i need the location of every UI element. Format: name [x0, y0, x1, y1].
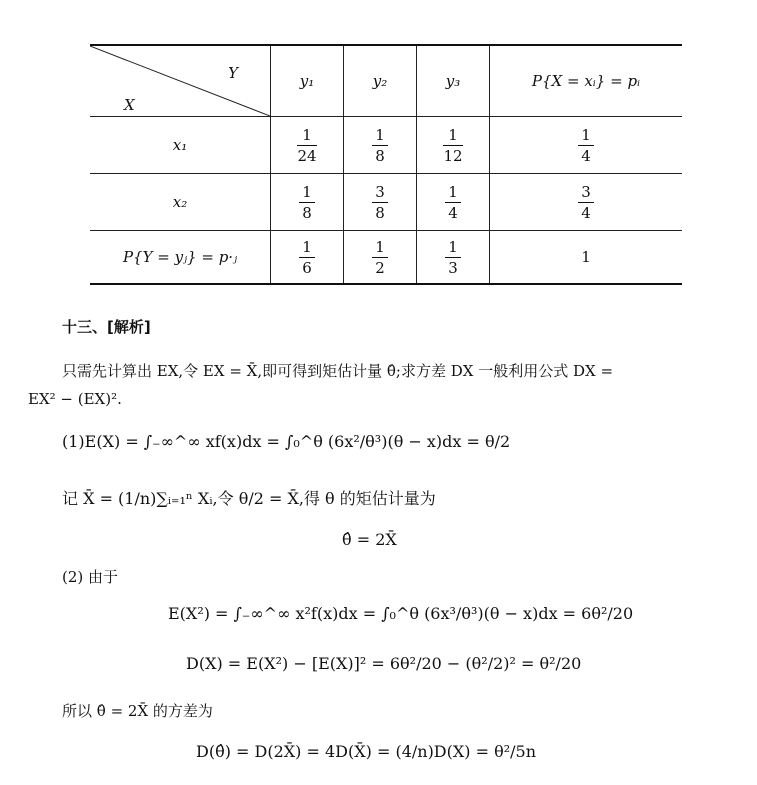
numerator: 1 [372, 125, 388, 146]
denominator: 6 [302, 258, 312, 277]
table-cell [490, 174, 683, 231]
numerator: 1 [443, 125, 462, 146]
table-row [90, 231, 682, 285]
equation-3: D(X) = E(X²) − [E(X)]² = 6θ²/20 − (θ²/2)² = θ²/20 [186, 654, 582, 673]
equation-2: E(X²) = ∫₋∞^∞ x²f(x)dx = ∫₀^θ (6x³/θ³)(θ − x)dx = 6θ²/20 [168, 604, 634, 623]
eq1: E(X) = ∫₋∞^∞ xf(x)dx = ∫₀^θ (6x²/θ³)(θ − x)dx = θ/2 [84, 432, 511, 451]
table-cell [271, 231, 344, 285]
part1-label: (1) [62, 432, 85, 451]
corner-y-label: Y [228, 64, 238, 82]
table-row [90, 117, 682, 174]
numerator: 1 [297, 125, 316, 146]
part2-label: (2) 由于 [62, 568, 119, 586]
table-cell [344, 174, 417, 231]
equation-1 [62, 432, 510, 451]
denominator: 8 [375, 146, 385, 165]
denominator: 8 [375, 203, 385, 222]
numerator: 1 [445, 237, 461, 258]
table-cell [417, 117, 490, 174]
denominator: 4 [448, 203, 458, 222]
header-y2: y₂ [344, 45, 417, 117]
corner-cell [90, 45, 271, 117]
table-cell [271, 117, 344, 174]
header-y3: y₃ [417, 45, 490, 117]
corner-x-label: X [124, 96, 135, 114]
denominator: 2 [375, 258, 385, 277]
denominator: 12 [443, 146, 463, 165]
equation-4: D(θ̂) = D(2X̄) = 4D(X̄) = (4/n)D(X) = θ²/5n [196, 742, 537, 761]
header-marginal-x: P{X = xᵢ} = pᵢ [490, 45, 683, 117]
diagonal-line [90, 46, 270, 116]
table-cell [417, 174, 490, 231]
estimator-equation: θ̂ = 2X̄ [342, 530, 397, 549]
table-cell [344, 231, 417, 285]
row-label: x₁ [90, 117, 271, 174]
denominator: 3 [448, 258, 458, 277]
numerator: 3 [578, 182, 594, 203]
denominator: 8 [302, 203, 312, 222]
numerator: 1 [445, 182, 461, 203]
denominator: 4 [581, 203, 591, 222]
header-y1: y₁ [271, 45, 344, 117]
numerator: 1 [299, 182, 315, 203]
numerator: 1 [299, 237, 315, 258]
numerator: 1 [372, 237, 388, 258]
table-cell [344, 117, 417, 174]
table-header-row [90, 45, 682, 117]
denominator: 24 [297, 146, 317, 165]
intro-line-2: EX² − (EX)². [28, 390, 122, 408]
conclusion-line: 所以 θ̂ = 2X̄ 的方差为 [62, 702, 213, 720]
table-row [90, 174, 682, 231]
numerator: 3 [372, 182, 388, 203]
denominator: 4 [581, 146, 591, 165]
row-label: x₂ [90, 174, 271, 231]
section-heading: 十三、[解析] [62, 318, 151, 336]
table-cell [417, 231, 490, 285]
total-cell: 1 [490, 231, 683, 285]
intro-line-1: 只需先计算出 EX,令 EX = X̄,即可得到矩估计量 θ̂;求方差 DX 一般利用公式 DX = [62, 362, 614, 380]
row-label: P{Y = yⱼ} = p·ⱼ [90, 231, 271, 285]
distribution-table [90, 44, 682, 285]
numerator: 1 [578, 125, 594, 146]
table-cell [271, 174, 344, 231]
note-line: 记 X̄ = (1/n)∑ᵢ₌₁ⁿ Xᵢ,令 θ/2 = X̄,得 θ 的矩估计量为 [62, 489, 436, 508]
table-cell [490, 117, 683, 174]
